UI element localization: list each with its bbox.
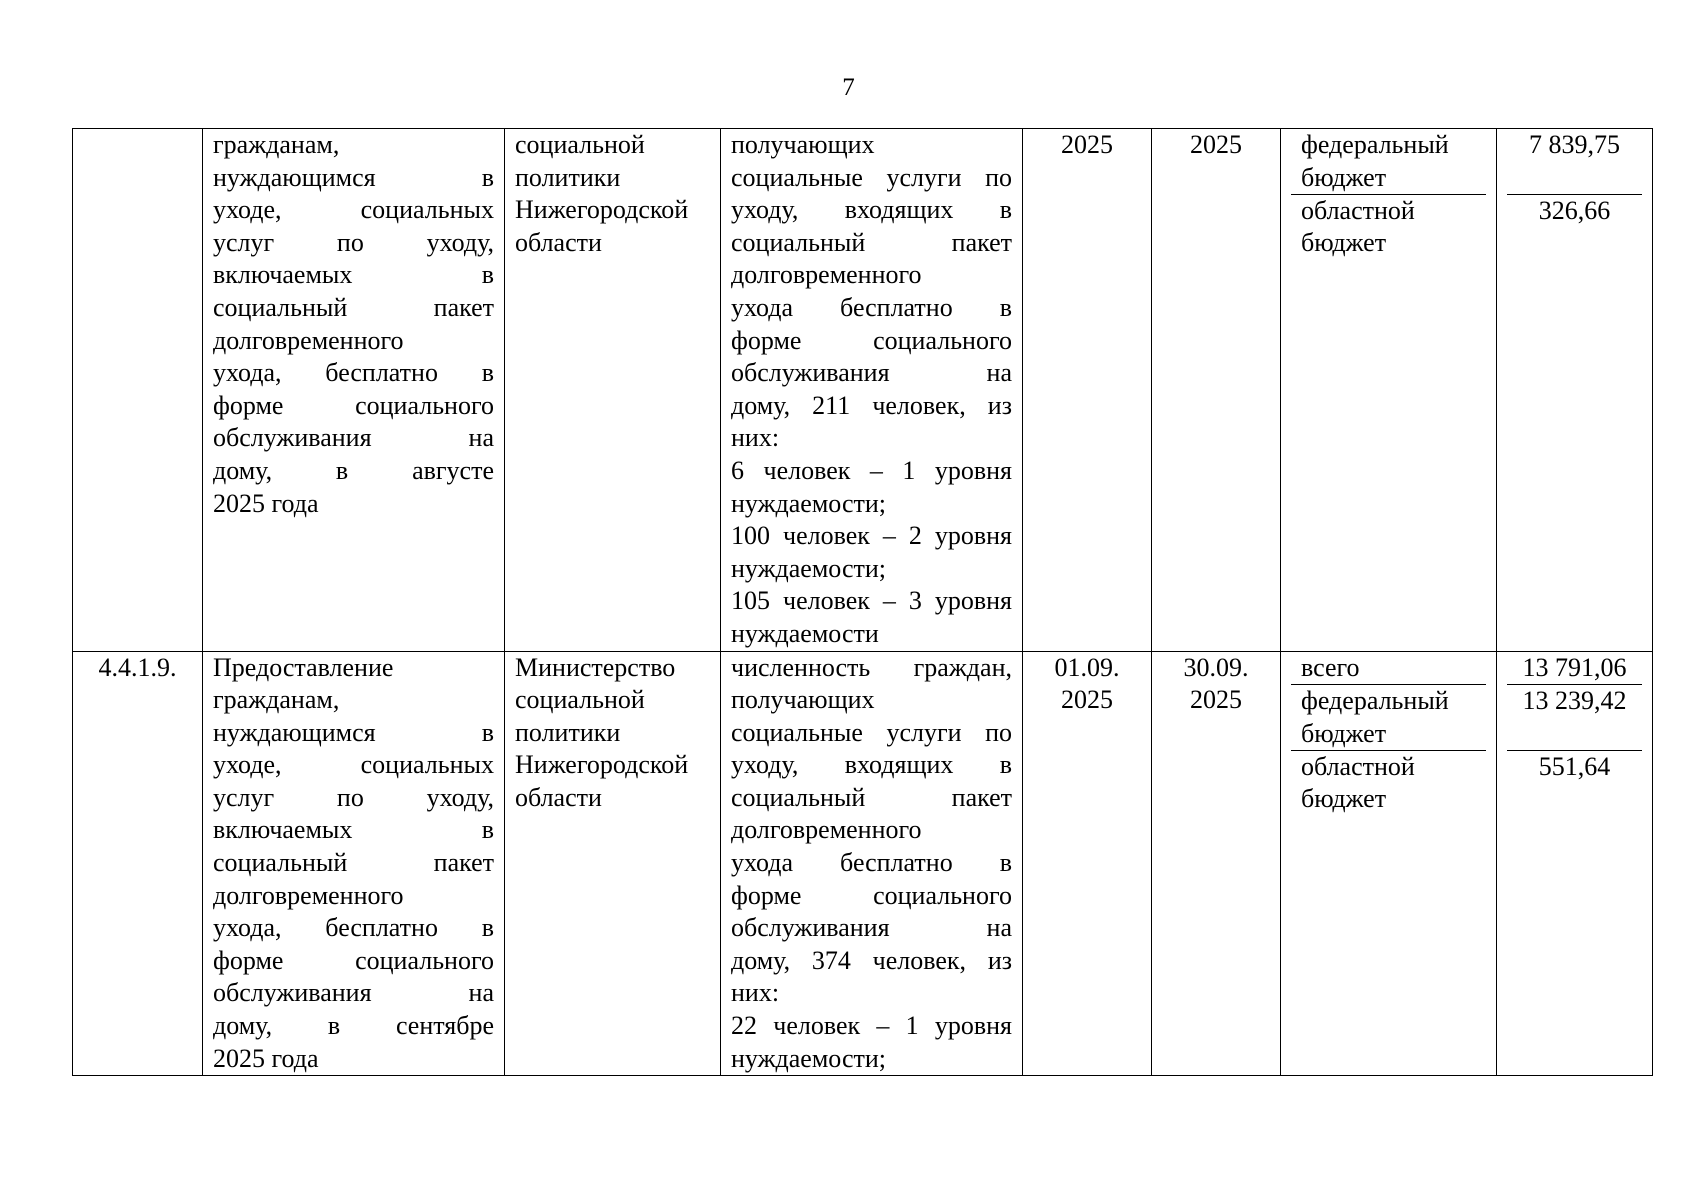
table-row bbox=[73, 651, 1653, 1076]
cell-text-line: социальные услуги по bbox=[731, 717, 1012, 747]
start-date-cell bbox=[1023, 651, 1152, 1076]
cell-text-line: Нижегородской bbox=[515, 195, 689, 225]
funding-amount: 551,64 bbox=[1538, 751, 1611, 781]
result-indicator-cell bbox=[721, 129, 1023, 652]
cell-text-line: социальный пакет bbox=[213, 292, 494, 322]
cell-text-line: области bbox=[515, 227, 602, 257]
cell-text-line: форме социального bbox=[213, 390, 494, 420]
cell-text-line: долговременного bbox=[731, 260, 922, 290]
cell-text-line: уходу, входящих в bbox=[731, 750, 1012, 780]
cell-text-line: Предоставление bbox=[213, 652, 394, 682]
funding-amount-cell bbox=[1497, 651, 1653, 1076]
date-text: 30.09. 2025 bbox=[1183, 652, 1249, 715]
cell-text-line: нуждающимся в bbox=[213, 717, 494, 747]
cell-text-line: социальные услуги по bbox=[731, 162, 1012, 192]
funding-source-cell bbox=[1281, 651, 1497, 1076]
funding-source: областной бюджет bbox=[1301, 751, 1415, 814]
funding-source: федеральный бюджет bbox=[1291, 685, 1486, 751]
cell-text-line: включаемых в bbox=[213, 260, 494, 290]
cell-text-line: обслуживания на bbox=[213, 423, 494, 453]
cell-text-line: дому, в августе bbox=[213, 455, 494, 485]
cell-text-line: нуждаемости; bbox=[731, 553, 886, 583]
cell-text-line: социальный пакет bbox=[213, 848, 494, 878]
cell-text-line: обслуживания на bbox=[731, 913, 1012, 943]
cell-text-line: них: bbox=[731, 978, 780, 1008]
funding-amount: 13 791,06 bbox=[1507, 652, 1642, 686]
cell-text-line: 105 человек – 3 уровня bbox=[731, 586, 1012, 616]
cell-text-line: численность граждан, bbox=[731, 652, 1012, 682]
cell-text-line: дому, в сентябре bbox=[213, 1011, 494, 1041]
cell-text-line: 6 человек – 1 уровня bbox=[731, 455, 1012, 485]
result-indicator-cell bbox=[721, 651, 1023, 1076]
event-description-cell bbox=[203, 651, 505, 1076]
cell-text-line: уходе, социальных bbox=[213, 195, 494, 225]
funding-source: всего bbox=[1291, 652, 1486, 686]
end-date-cell bbox=[1152, 129, 1281, 652]
cell-text-line: нуждаемости; bbox=[731, 1043, 886, 1073]
funding-source-cell bbox=[1281, 129, 1497, 652]
cell-text-line: услуг по уходу, bbox=[213, 782, 494, 812]
cell-text-line: 2025 года bbox=[213, 1043, 319, 1073]
table-row bbox=[73, 129, 1653, 652]
item-number-cell: 4.4.1.9. bbox=[73, 651, 203, 1076]
cell-text-line: долговременного bbox=[731, 815, 922, 845]
start-date-cell bbox=[1023, 129, 1152, 652]
funding-amount-cell bbox=[1497, 129, 1653, 652]
cell-text-line: 100 человек – 2 уровня bbox=[731, 521, 1012, 551]
cell-text-line: получающих bbox=[731, 130, 875, 159]
funding-amount: 7 839,75 bbox=[1507, 129, 1642, 195]
cell-text-line: гражданам, bbox=[213, 685, 340, 715]
funding-source: федеральный бюджет bbox=[1291, 129, 1486, 195]
event-description-cell bbox=[203, 129, 505, 652]
cell-text-line: политики bbox=[515, 717, 621, 747]
end-date-cell bbox=[1152, 651, 1281, 1076]
cell-text-line: нуждающимся в bbox=[213, 162, 494, 192]
cell-text-line: социальный пакет bbox=[731, 227, 1012, 257]
page-number: 7 bbox=[842, 74, 855, 101]
cell-text-line: дому, 211 человек, из bbox=[731, 390, 1012, 420]
cell-text-line: дому, 374 человек, из bbox=[731, 945, 1012, 975]
cell-text-line: ухода, бесплатно в bbox=[213, 358, 494, 388]
date-text: 2025 bbox=[1061, 130, 1113, 159]
cell-text-line: форме социального bbox=[731, 880, 1012, 910]
date-text: 2025 bbox=[1190, 130, 1242, 159]
cell-text-line: получающих bbox=[731, 685, 875, 715]
plan-table-body bbox=[73, 129, 1653, 1076]
cell-text-line: ухода бесплатно в bbox=[731, 848, 1012, 878]
cell-text-line: Министерство bbox=[515, 652, 676, 682]
cell-text-line: долговременного bbox=[213, 325, 404, 355]
cell-text-line: форме социального bbox=[213, 945, 494, 975]
cell-text-line: ухода, бесплатно в bbox=[213, 913, 494, 943]
cell-text-line: долговременного bbox=[213, 880, 404, 910]
cell-text-line: включаемых в bbox=[213, 815, 494, 845]
cell-text-line: гражданам, bbox=[213, 130, 340, 159]
cell-text-line: социальной bbox=[515, 685, 645, 715]
item-number-cell bbox=[73, 129, 203, 652]
cell-text-line: ухода бесплатно в bbox=[731, 292, 1012, 322]
cell-text-line: политики bbox=[515, 162, 621, 192]
funding-amount: 13 239,42 bbox=[1507, 685, 1642, 751]
cell-text-line: социальный пакет bbox=[731, 782, 1012, 812]
cell-text-line: форме социального bbox=[731, 325, 1012, 355]
cell-text-line: нуждаемости; bbox=[731, 488, 886, 518]
executor-cell bbox=[505, 651, 721, 1076]
cell-text-line: социальной bbox=[515, 130, 645, 159]
cell-text-line: услуг по уходу, bbox=[213, 227, 494, 257]
date-text: 01.09. 2025 bbox=[1054, 652, 1120, 715]
cell-text-line: обслуживания на bbox=[731, 358, 1012, 388]
funding-source: областной бюджет bbox=[1301, 195, 1415, 258]
plan-table bbox=[72, 128, 1653, 1076]
cell-text-line: уходе, социальных bbox=[213, 750, 494, 780]
cell-text-line: обслуживания на bbox=[213, 978, 494, 1008]
cell-text-line: уходу, входящих в bbox=[731, 195, 1012, 225]
cell-text-line: них: bbox=[731, 423, 780, 453]
cell-text-line: нуждаемости bbox=[731, 618, 879, 648]
cell-text-line: 2025 года bbox=[213, 488, 319, 518]
cell-text-line: области bbox=[515, 782, 602, 812]
funding-amount: 326,66 bbox=[1538, 195, 1611, 225]
cell-text-line: 22 человек – 1 уровня bbox=[731, 1011, 1012, 1041]
cell-text-line: Нижегородской bbox=[515, 750, 689, 780]
executor-cell bbox=[505, 129, 721, 652]
